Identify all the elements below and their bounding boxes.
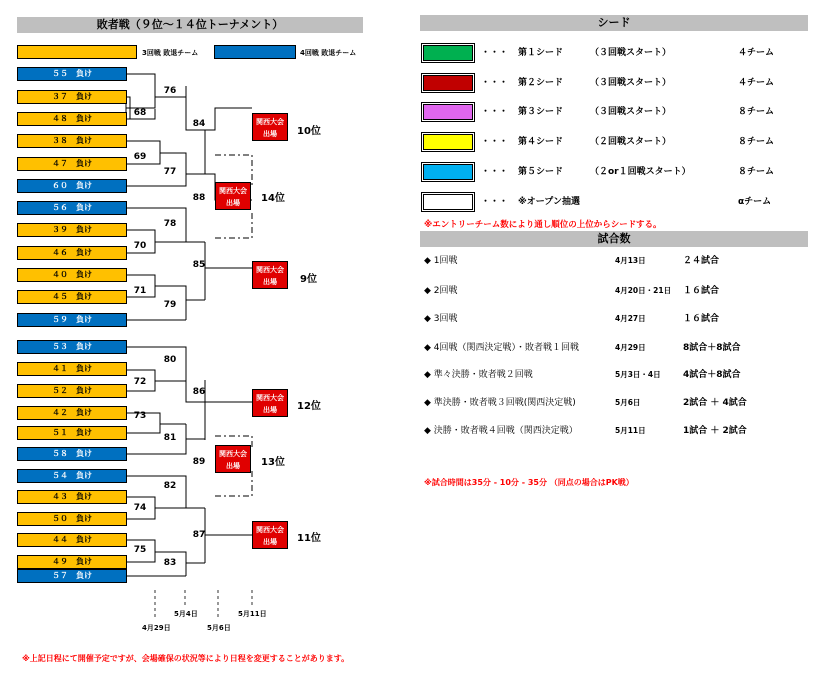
seed-title: シード [420, 15, 808, 31]
legend-blue-label: 4回戦 敗退チーム [300, 49, 357, 57]
seed-count: ８チーム [738, 167, 775, 177]
match-number: 81 [163, 433, 177, 443]
date-label: 4月29日 [142, 624, 171, 632]
match-number: 85 [192, 260, 206, 270]
match-number: 69 [133, 152, 147, 162]
date-label: 5月11日 [238, 610, 267, 618]
match-number: 87 [192, 530, 206, 540]
kansai-badge [215, 182, 251, 210]
match-date: 5月6日 [615, 398, 641, 407]
bottom-note: ※上記日程にて開催予定ですが、会場確保の状況等により日程を変更することがあります。 [22, 654, 350, 663]
match-count: 2試合 ＋ 4試合 [683, 398, 747, 408]
team-box: ４４ 負け [17, 533, 127, 547]
seed-dots: ・・・ [481, 137, 509, 147]
match-label: ◆ 準々決勝・敗者戦２回戦 [424, 370, 533, 380]
kansai-badge-line2: 出場 [226, 462, 240, 470]
kansai-badge [215, 445, 251, 473]
match-date: 4月27日 [615, 314, 646, 323]
seed-note: ※エントリーチーム数により通し順位の上位からシードする。 [424, 220, 662, 230]
date-label: 5月4日 [174, 610, 198, 618]
match-label: ◆ 3回戦 [424, 314, 458, 324]
match-date: 5月3日・4日 [615, 370, 661, 379]
match-number: 78 [163, 219, 177, 229]
match-number: 86 [192, 387, 206, 397]
match-number: 75 [133, 545, 147, 555]
kansai-badge-line1: 関西大会 [256, 266, 284, 274]
team-box: ４９ 負け [17, 555, 127, 569]
team-box: ６０ 負け [17, 179, 127, 193]
team-box: ５２ 負け [17, 384, 127, 398]
match-label: ◆ 2回戦 [424, 286, 458, 296]
match-number: 72 [133, 377, 147, 387]
match-count: １６試合 [683, 314, 720, 324]
match-label: ◆ 4回戦（関西決定戦）・敗者戦１回戦 [424, 343, 580, 353]
match-label: ◆ 準決勝・敗者戦３回戦(関西決定戦) [424, 398, 576, 408]
team-box: ４６ 負け [17, 246, 127, 260]
seed-count: ４チーム [738, 48, 775, 58]
match-count: 1試合 ＋ 2試合 [683, 426, 747, 436]
seed-name: 第５シード [518, 167, 564, 177]
kansai-badge-line1: 関西大会 [256, 526, 284, 534]
seed-start: （３回戦スタート） [590, 107, 672, 117]
team-box: ５０ 負け [17, 512, 127, 526]
match-number: 73 [133, 411, 147, 421]
team-box: ５７ 負け [17, 569, 127, 583]
seed-color-swatch [423, 194, 473, 210]
team-box: ３７ 負け [17, 90, 127, 104]
seed-dots: ・・・ [481, 107, 509, 117]
match-number: 76 [163, 86, 177, 96]
time-note: ※試合時間は35分 - 10分 - 35分 （同点の場合はPK戦） [424, 478, 634, 487]
seed-color-swatch [423, 75, 473, 91]
team-box: ４０ 負け [17, 268, 127, 282]
match-count: １６試合 [683, 286, 720, 296]
match-date: 4月29日 [615, 343, 646, 352]
kansai-badge-line1: 関西大会 [256, 118, 284, 126]
kansai-badge-line1: 関西大会 [219, 450, 247, 458]
seed-dots: ・・・ [481, 78, 509, 88]
kansai-badge [252, 261, 288, 289]
seed-name: 第４シード [518, 137, 564, 147]
kansai-badge-line2: 出場 [263, 130, 277, 138]
team-box: ５６ 負け [17, 201, 127, 215]
match-count: 4試合＋8試合 [683, 370, 741, 380]
team-box: ５３ 負け [17, 340, 127, 354]
left-title: 敗者戦（９位～１４位トーナメント） [17, 17, 363, 33]
rank-label: 10位 [297, 126, 321, 137]
match-number: 68 [133, 108, 147, 118]
match-number: 83 [163, 558, 177, 568]
seed-name: ※オープン抽選 [518, 197, 580, 207]
match-date: 5月11日 [615, 426, 646, 435]
date-label: 5月6日 [207, 624, 231, 632]
match-label: ◆ 決勝・敗者戦４回戦（関西決定戦） [424, 426, 578, 436]
team-box: ４２ 負け [17, 406, 127, 420]
seed-color-swatch [423, 104, 473, 120]
seed-count: ８チーム [738, 137, 775, 147]
rank-label: 9位 [300, 274, 317, 285]
match-number: 79 [163, 300, 177, 310]
match-date: 4月13日 [615, 256, 646, 265]
seed-name: 第２シード [518, 78, 564, 88]
rank-label: 12位 [297, 401, 321, 412]
team-box: ４８ 負け [17, 112, 127, 126]
seed-color-swatch [423, 164, 473, 180]
kansai-badge-line2: 出場 [263, 278, 277, 286]
seed-name: 第１シード [518, 48, 564, 58]
seed-color-swatch [423, 134, 473, 150]
team-box: ３８ 負け [17, 134, 127, 148]
match-number: 88 [192, 193, 206, 203]
match-number: 70 [133, 241, 147, 251]
rank-label: 13位 [261, 457, 285, 468]
seed-dots: ・・・ [481, 167, 509, 177]
kansai-badge-line2: 出場 [263, 406, 277, 414]
seed-color-swatch [423, 45, 473, 61]
match-number: 84 [192, 119, 206, 129]
seed-start: （２or１回戦スタート） [590, 167, 691, 177]
team-box: ４３ 負け [17, 490, 127, 504]
match-date: 4月20日・21日 [615, 286, 672, 295]
seed-start: （３回戦スタート） [590, 48, 672, 58]
match-number: 89 [192, 457, 206, 467]
kansai-badge [252, 521, 288, 549]
kansai-badge [252, 389, 288, 417]
match-count: ２４試合 [683, 256, 720, 266]
team-box: ５５ 負け [17, 67, 127, 81]
seed-dots: ・・・ [481, 197, 509, 207]
team-box: ５１ 負け [17, 426, 127, 440]
kansai-badge-line1: 関西大会 [256, 394, 284, 402]
match-number: 74 [133, 503, 147, 513]
match-count: 8試合＋8試合 [683, 343, 741, 353]
rank-label: 11位 [297, 533, 321, 544]
kansai-badge-line2: 出場 [263, 538, 277, 546]
match-number: 77 [163, 167, 177, 177]
seed-count: ８チーム [738, 107, 775, 117]
team-box: ５４ 負け [17, 469, 127, 483]
legend-yellow-label: 3回戦 敗退チーム [142, 49, 199, 57]
seed-count: αチーム [738, 197, 772, 207]
match-number: 71 [133, 286, 147, 296]
seed-start: （２回戦スタート） [590, 137, 672, 147]
match-number: 80 [163, 355, 177, 365]
match-number: 82 [163, 481, 177, 491]
team-box: ４７ 負け [17, 157, 127, 171]
matches-title: 試合数 [420, 231, 808, 247]
team-box: ４１ 負け [17, 362, 127, 376]
match-label: ◆ 1回戦 [424, 256, 458, 266]
team-box: ５８ 負け [17, 447, 127, 461]
kansai-badge [252, 113, 288, 141]
team-box: ３９ 負け [17, 223, 127, 237]
seed-start: （３回戦スタート） [590, 78, 672, 88]
seed-dots: ・・・ [481, 48, 509, 58]
team-box: ５９ 負け [17, 313, 127, 327]
kansai-badge-line2: 出場 [226, 199, 240, 207]
kansai-badge-line1: 関西大会 [219, 187, 247, 195]
seed-name: 第３シード [518, 107, 564, 117]
seed-count: ４チーム [738, 78, 775, 88]
team-box: ４５ 負け [17, 290, 127, 304]
rank-label: 14位 [261, 193, 285, 204]
